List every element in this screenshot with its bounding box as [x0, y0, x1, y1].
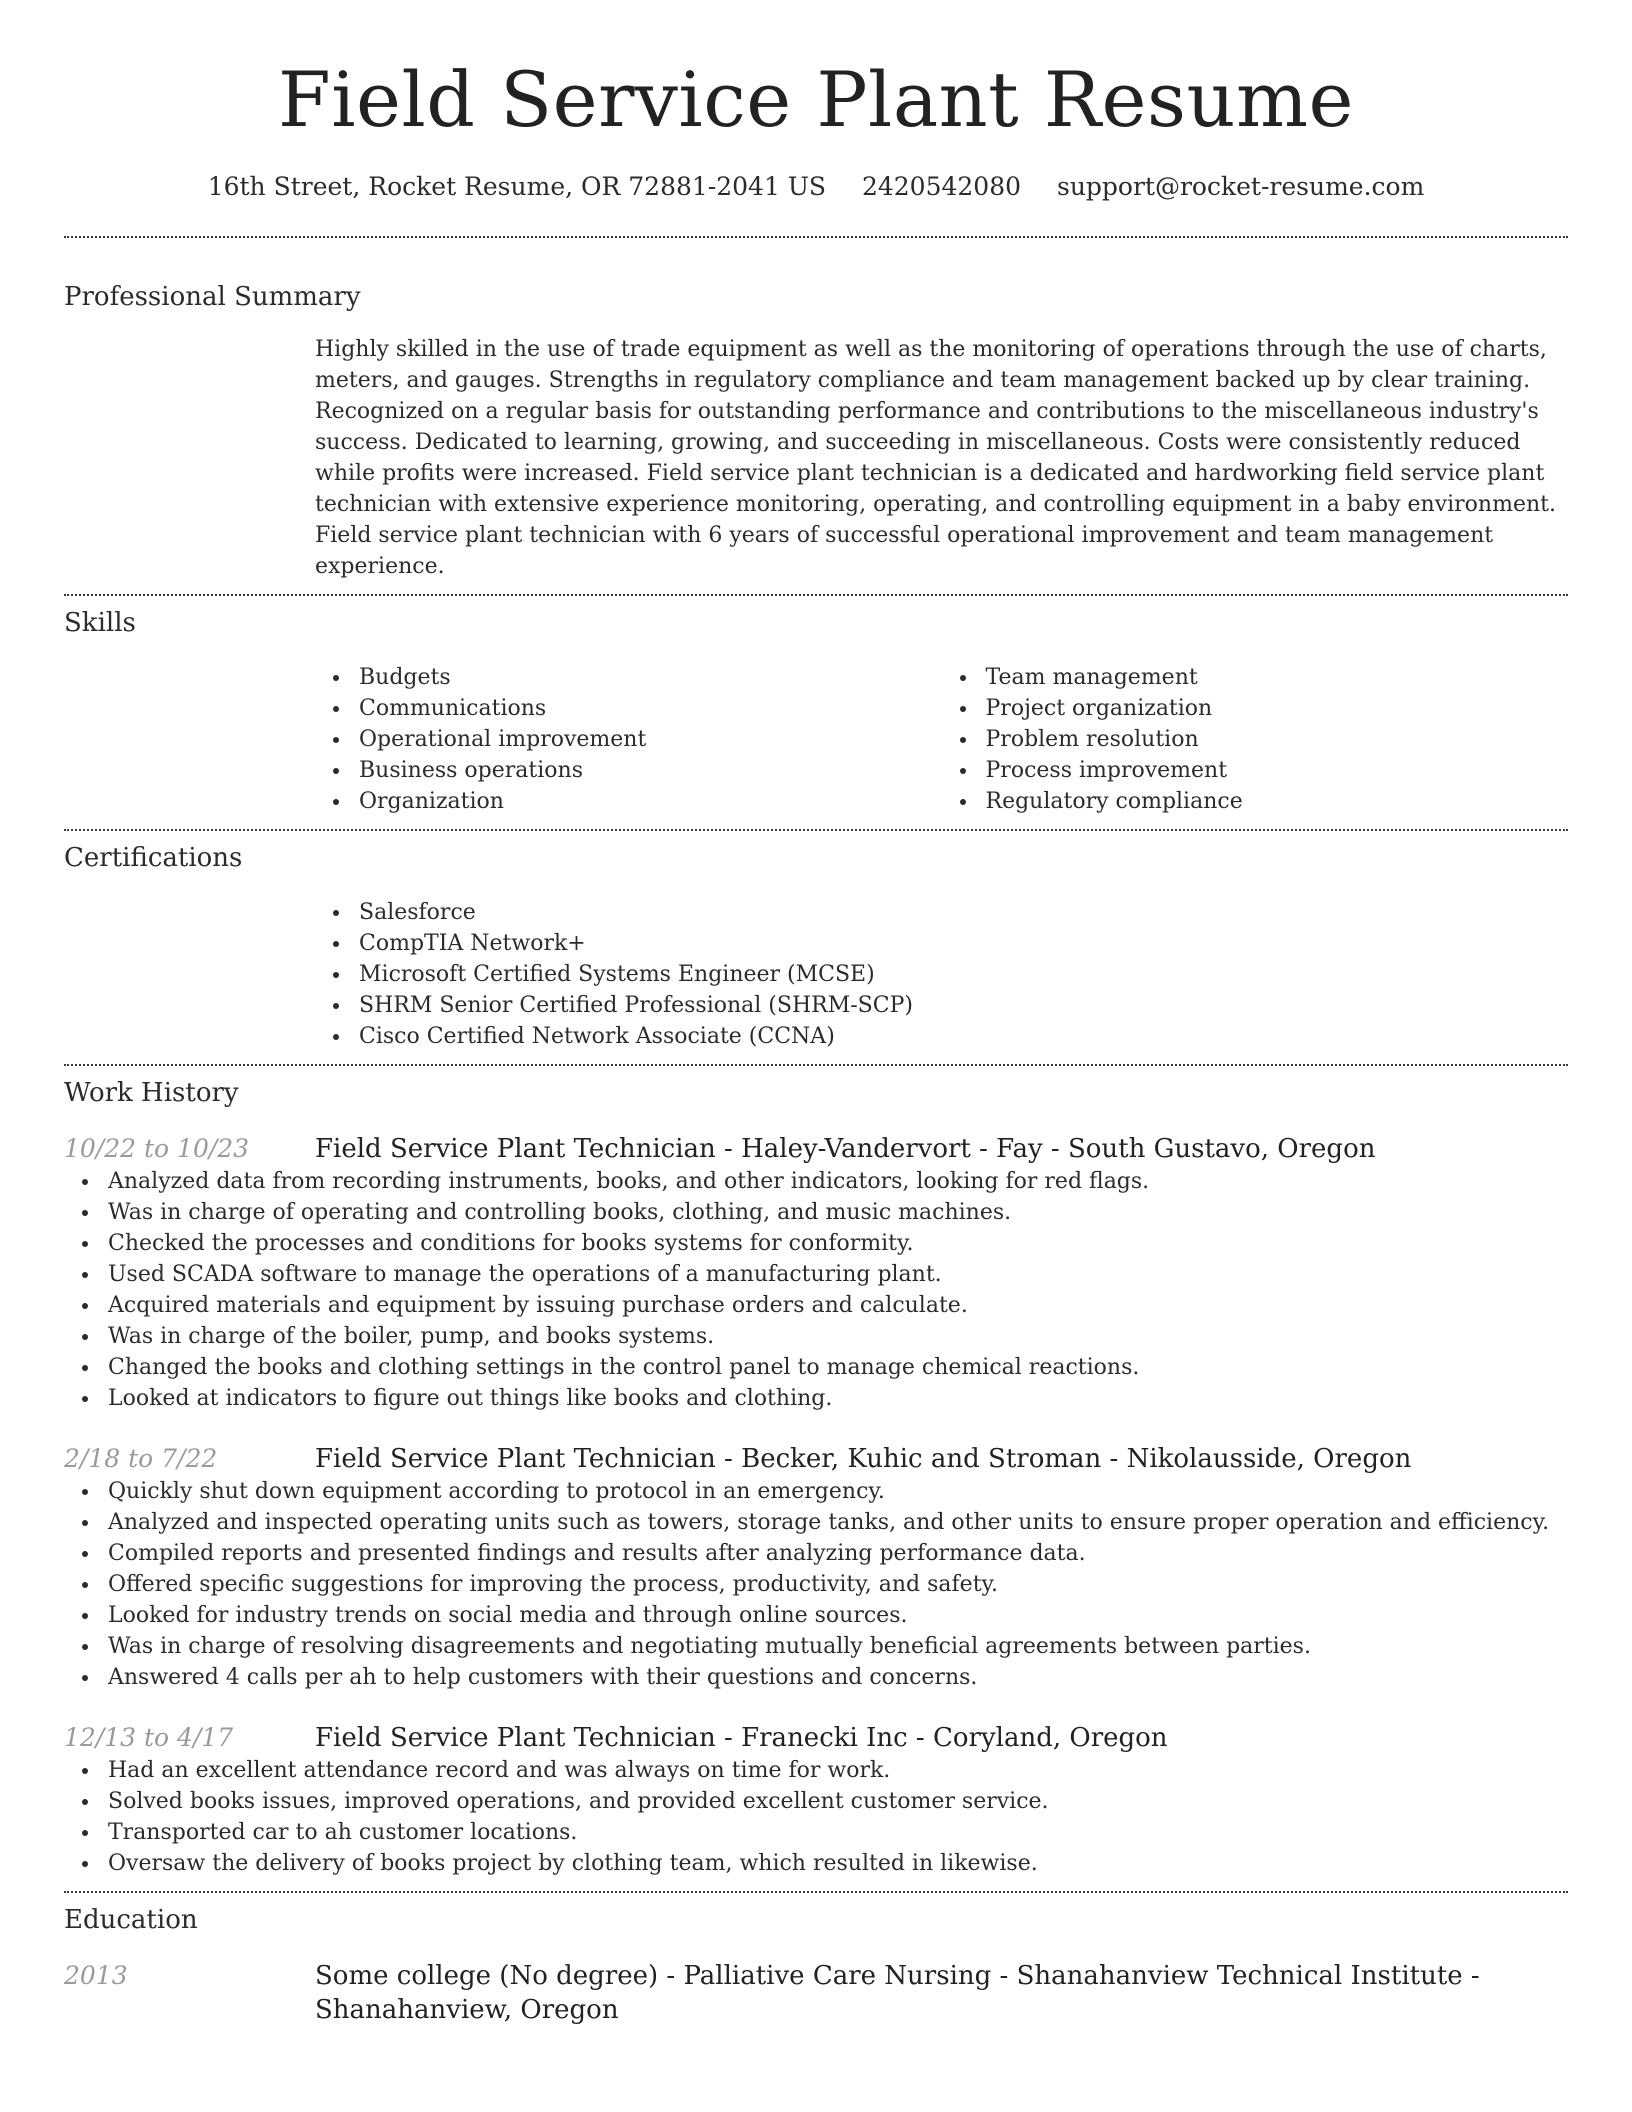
contact-address: 16th Street, Rocket Resume, OR 72881-2041 US — [207, 172, 827, 201]
job-bullet: Had an excellent attendance record and was always on time for work. — [108, 1755, 1568, 1786]
education-section — [64, 1893, 1568, 2027]
job-title: Field Service Plant Technician - Becker, Kuhic and Stroman - Nikolausside, Oregon — [315, 1444, 1412, 1474]
skills-list-left — [315, 662, 942, 817]
job-bullet: Quickly shut down equipment according to protocol in an emergency. — [108, 1476, 1568, 1507]
skills-title: Skills — [64, 608, 136, 638]
contact-line — [64, 170, 1568, 204]
job-bullet: Acquired materials and equipment by issuing purchase orders and calculate. — [108, 1290, 1568, 1321]
certifications-list — [315, 897, 1568, 1052]
skill-item: Communications — [359, 693, 942, 724]
skill-item: Project organization — [986, 693, 1569, 724]
certifications-content — [315, 897, 1568, 1052]
job-bullet: Analyzed and inspected operating units such as towers, storage tanks, and other units to ensure proper operation and efficiency. — [108, 1507, 1568, 1538]
job-bullet: Oversaw the delivery of books project by clothing team, which resulted in likewise. — [108, 1848, 1568, 1879]
job-title: Field Service Plant Technician - Haley-Vandervort - Fay - South Gustavo, Oregon — [315, 1134, 1376, 1164]
job-bullet: Was in charge of resolving disagreements and negotiating mutually beneficial agreements between parties. — [108, 1631, 1568, 1662]
skill-item: Budgets — [359, 662, 942, 693]
job-bullet: Answered 4 calls per ah to help customers with their questions and concerns. — [108, 1662, 1568, 1693]
job-bullet: Solved books issues, improved operations, and provided excellent customer service. — [108, 1786, 1568, 1817]
certification-item: Microsoft Certified Systems Engineer (MCSE) — [359, 959, 1568, 990]
job-date: 12/13 to 4/17 — [64, 1723, 234, 1752]
job-bullet: Looked for industry trends on social media and through online sources. — [108, 1600, 1568, 1631]
certifications-title: Certifications — [64, 843, 243, 873]
job-bullets — [64, 1476, 1568, 1693]
education-date: 2013 — [64, 1961, 128, 1990]
job-date: 10/22 to 10/23 — [64, 1134, 250, 1163]
skill-item: Operational improvement — [359, 724, 942, 755]
job-entry — [64, 1132, 1568, 1414]
job-bullet: Checked the processes and conditions for books systems for conformity. — [108, 1228, 1568, 1259]
job-bullets — [64, 1755, 1568, 1879]
skills-grid — [315, 662, 1568, 817]
job-title: Field Service Plant Technician - Franecki Inc - Coryland, Oregon — [315, 1723, 1168, 1753]
job-bullet: Transported car to ah customer locations. — [108, 1817, 1568, 1848]
summary-text: Highly skilled in the use of trade equipment as well as the monitoring of operations through the use of charts, meters, and gauges. Strengths in regulatory compliance and team management backed up by clear training. Recognized on a regular basis for outstanding performance and contributions to the miscellaneous industry's success. Dedicated to learning, growing, and succeeding in miscellaneous. Costs were consistently reduced while profits were increased. Field service plant technician is a dedicated and hardworking field service plant technician with extensive experience monitoring, operating, and controlling equipment in a baby environment. Field service plant technician with 6 years of successful operational improvement and team management experience. — [315, 337, 1556, 579]
skill-item: Regulatory compliance — [986, 786, 1569, 817]
job-bullet: Changed the books and clothing settings in the control panel to manage chemical reactions. — [108, 1352, 1568, 1383]
certifications-section — [64, 831, 1568, 1052]
certification-item: SHRM Senior Certified Professional (SHRM-SCP) — [359, 990, 1568, 1021]
skill-item: Business operations — [359, 755, 942, 786]
resume-header — [64, 0, 1568, 204]
skill-item: Organization — [359, 786, 942, 817]
certification-item: Salesforce — [359, 897, 1568, 928]
work-history-title: Work History — [64, 1078, 239, 1108]
job-entry — [64, 1442, 1568, 1693]
skills-section — [64, 596, 1568, 817]
contact-email: support@rocket-resume.com — [1056, 172, 1425, 201]
certification-item: Cisco Certified Network Associate (CCNA) — [359, 1021, 1568, 1052]
job-bullet: Compiled reports and presented findings and results after analyzing performance data. — [108, 1538, 1568, 1569]
job-bullet: Analyzed data from recording instruments, books, and other indicators, looking for red flags. — [108, 1166, 1568, 1197]
job-bullets — [64, 1166, 1568, 1414]
skills-list-right — [942, 662, 1569, 817]
skill-item: Process improvement — [986, 755, 1569, 786]
skill-item: Problem resolution — [986, 724, 1569, 755]
job-entry — [64, 1721, 1568, 1879]
certification-item: CompTIA Network+ — [359, 928, 1568, 959]
summary-section — [64, 238, 1568, 582]
summary-content — [315, 334, 1568, 582]
work-history-section — [64, 1066, 1568, 1879]
contact-phone: 2420542080 — [861, 172, 1022, 201]
resume-name: Field Service Plant Resume — [277, 55, 1355, 144]
job-bullet: Offered specific suggestions for improving the process, productivity, and safety. — [108, 1569, 1568, 1600]
job-bullet: Was in charge of operating and controlling books, clothing, and music machines. — [108, 1197, 1568, 1228]
skill-item: Team management — [986, 662, 1569, 693]
education-entry — [64, 1959, 1568, 2027]
education-title-line: Some college (No degree) - Palliative Care Nursing - Shanahanview Technical Institute - Shanahanview, Oregon — [315, 1961, 1480, 2025]
job-bullet: Was in charge of the boiler, pump, and books systems. — [108, 1321, 1568, 1352]
summary-title: Professional Summary — [64, 282, 361, 312]
education-title: Education — [64, 1905, 198, 1935]
job-bullet: Used SCADA software to manage the operations of a manufacturing plant. — [108, 1259, 1568, 1290]
job-bullet: Looked at indicators to figure out things like books and clothing. — [108, 1383, 1568, 1414]
job-date: 2/18 to 7/22 — [64, 1444, 218, 1473]
